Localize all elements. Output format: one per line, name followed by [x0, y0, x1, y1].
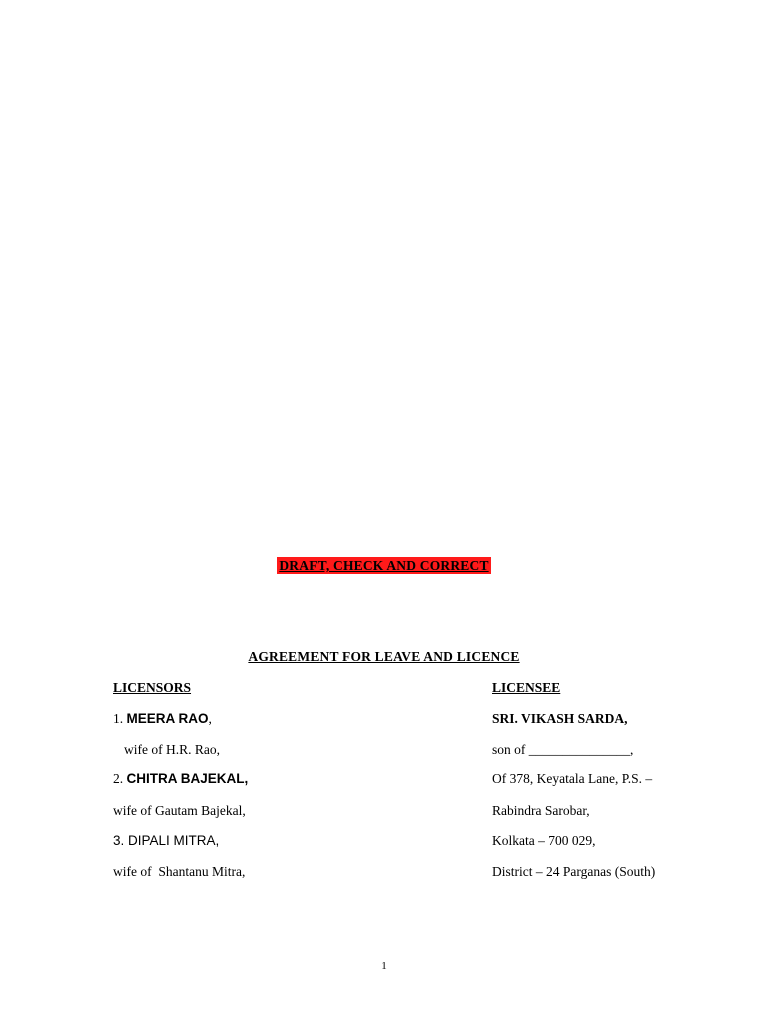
licensor-1-relation: wife of H.R. Rao,: [124, 742, 220, 757]
licensor-1-name-suffix: ,: [208, 711, 212, 726]
licensor-2-number: 2.: [113, 771, 124, 786]
licensee-name: SRI. VIKASH SARDA,: [492, 711, 628, 726]
licensee-address-line-2: Rabindra Sarobar,: [492, 803, 590, 818]
page-number: 1: [381, 960, 387, 972]
licensor-3-number: 3.: [113, 833, 125, 848]
licensor-1-line: [113, 710, 212, 727]
licensee-heading: LICENSEE: [492, 680, 561, 695]
draft-notice-banner: [0, 557, 768, 575]
licensor-1-name: MEERA RAO: [126, 711, 209, 726]
licensor-2-line: [113, 770, 248, 787]
licensor-3-relation: wife of Shantanu Mitra,: [113, 864, 246, 879]
licensors-heading: LICENSORS: [113, 680, 192, 695]
licensee-address-line-4: District – 24 Parganas (South): [492, 864, 656, 879]
licensee-address-line-1: Of 378, Keyatala Lane, P.S. –: [492, 771, 653, 786]
licensee-parentage: son of _______________,: [492, 742, 634, 757]
licensor-3-line: [113, 832, 219, 849]
agreement-title: AGREEMENT FOR LEAVE AND LICENCE: [248, 649, 520, 664]
licensor-1-number: 1.: [113, 711, 124, 726]
licensor-2-name: CHITRA BAJEKAL,: [126, 771, 249, 786]
draft-notice-text: DRAFT, CHECK AND CORRECT: [279, 558, 489, 573]
licensor-2-relation: wife of Gautam Bajekal,: [113, 803, 246, 818]
licensor-3-name: DIPALI MITRA,: [128, 833, 220, 848]
licensee-address-line-3: Kolkata – 700 029,: [492, 833, 596, 848]
